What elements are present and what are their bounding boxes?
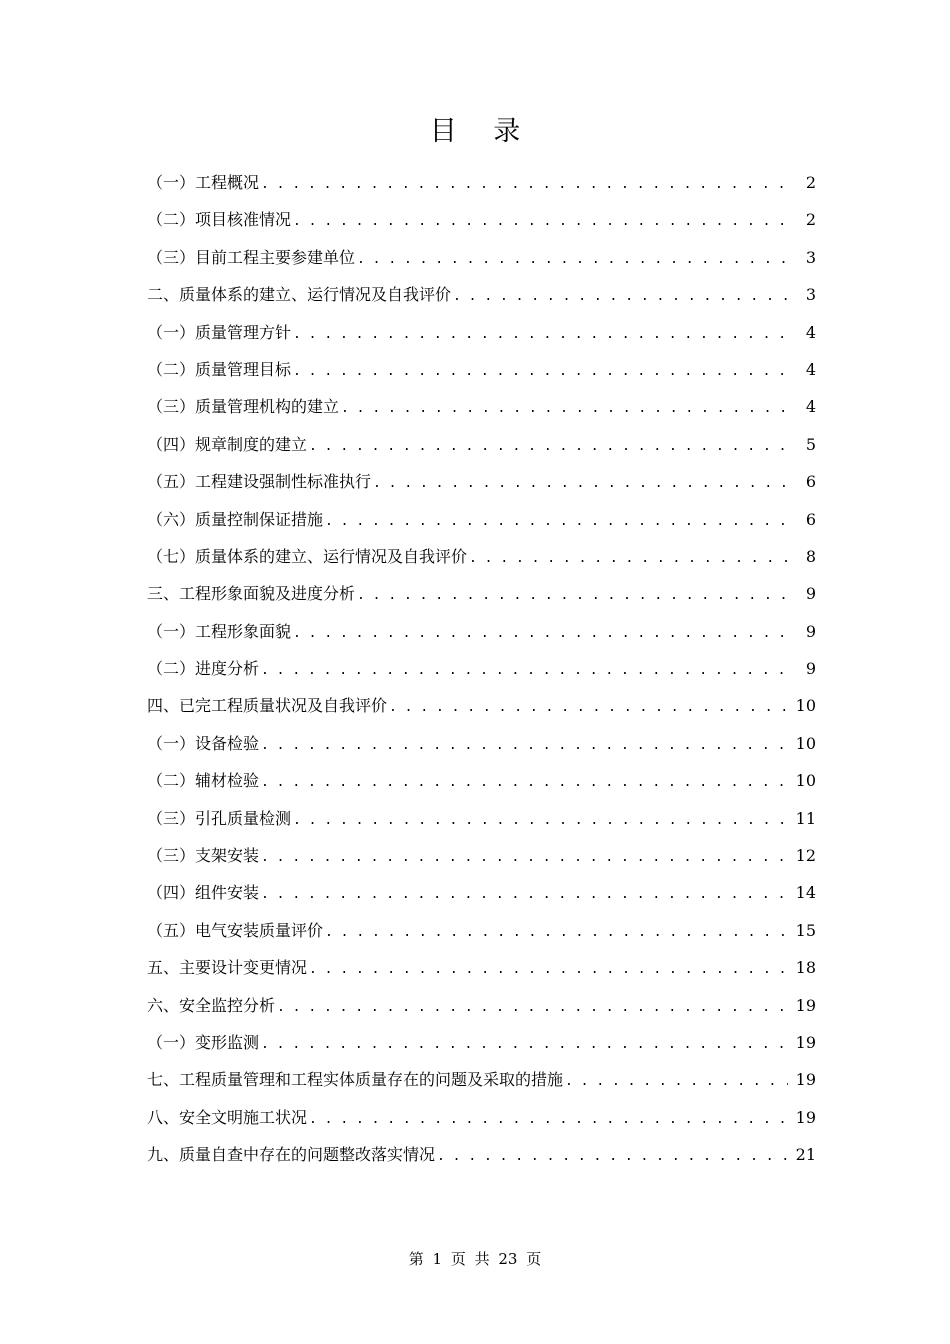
toc-entry-text: （三）支架安装 [147,846,260,866]
toc-entry[interactable] [147,949,816,986]
toc-entry-page: 19 [795,995,816,1015]
toc-entry-text: （一）工程概况 [147,173,260,192]
toc-leader-dots [453,278,788,315]
toc-entry-text: 四、已完工程质量状况及自我评价 [147,696,388,716]
toc-leader-dots [293,203,788,240]
toc-entry-text: （三）引孔质量检测 [147,808,292,828]
toc-entry[interactable] [147,762,816,799]
toc-entry[interactable] [147,239,816,276]
toc-entry[interactable] [147,613,816,650]
toc-entry[interactable] [147,725,816,762]
toc-leader-dots [389,689,788,726]
toc-leader-dots [309,951,788,988]
toc-entry-text: （一）工程形象面貌 [147,621,292,641]
toc-leader-dots [325,503,788,540]
toc-entry-page: 9 [805,659,816,679]
toc-entry-text: 七、工程质量管理和工程实体质量存在的问题及采取的措施 [147,1070,564,1090]
toc-leader-dots [277,989,788,1026]
toc-entry-page: 6 [805,509,816,529]
toc-leader-dots [373,465,788,502]
toc-entry[interactable] [147,426,816,463]
toc-entry-text: 九、质量自查中存在的问题整改落实情况 [147,1145,436,1165]
toc-entry-text: （二）质量管理目标 [147,359,292,379]
toc-entry[interactable] [147,388,816,425]
toc-entry-text: （二）项目核准情况 [147,210,292,230]
toc-entry-page: 10 [795,771,816,791]
toc-entry-page: 8 [805,546,816,566]
toc-leader-dots [469,540,788,577]
page-title: 目 录 [429,116,535,147]
toc-leader-dots [261,839,788,876]
toc-entry[interactable] [147,687,816,724]
toc-entry[interactable] [147,837,816,874]
toc-entry-page: 21 [795,1145,816,1165]
toc-entry[interactable] [147,276,816,313]
toc-entry[interactable] [147,1136,816,1173]
toc-leader-dots [357,577,788,614]
toc-entry-page: 11 [795,808,816,828]
toc-entry-text: （三）质量管理机构的建立 [147,397,340,417]
toc-entry-page: 9 [805,621,816,641]
toc-entry[interactable] [147,463,816,500]
toc-entry-page: 4 [805,359,816,379]
toc-leader-dots [341,390,788,427]
toc-leader-dots [309,428,788,465]
toc-entry[interactable] [147,501,816,538]
toc-entry-text: （二）进度分析 [147,659,260,679]
toc-entry[interactable] [147,1024,816,1061]
toc-leader-dots [261,876,788,913]
toc-entry-page: 6 [805,472,816,492]
toc-entry-text: 三、工程形象面貌及进度分析 [147,584,356,604]
toc-entry[interactable] [147,1099,816,1136]
toc-entry-text: （六）质量控制保证措施 [147,509,324,529]
toc-entry[interactable] [147,800,816,837]
toc-entry-text: （五）电气安装质量评价 [147,920,324,940]
toc-entry-page: 2 [805,210,816,230]
toc-entry-text: （一）设备检验 [147,733,260,753]
toc-entry-text: 五、主要设计变更情况 [147,958,308,978]
toc-entry-page: 19 [795,1070,816,1090]
toc-entry-page: 10 [795,696,816,716]
toc-leader-dots [293,802,788,839]
toc-entry-page: 5 [805,434,816,454]
toc-entry-page: 19 [795,1032,816,1052]
toc-entry[interactable] [147,912,816,949]
toc-leader-dots [261,652,788,689]
toc-entry[interactable] [147,987,816,1024]
toc-leader-dots [565,1063,788,1100]
toc-entry[interactable] [147,164,816,201]
toc-entry-page: 9 [805,584,816,604]
toc-entry[interactable] [147,575,816,612]
toc-entry-text: （四）组件安装 [147,883,260,903]
toc-entry-text: 六、安全监控分析 [147,995,276,1015]
toc-entry[interactable] [147,650,816,687]
toc-entry-text: 二、质量体系的建立、运行情况及自我评价 [147,285,452,305]
toc-entry-page: 4 [805,322,816,342]
toc-leader-dots [325,914,788,951]
toc-leader-dots [293,353,788,390]
toc-entry-text: （二）辅材检验 [147,771,260,791]
toc-entry-page: 3 [805,247,816,267]
toc-leader-dots [437,1138,788,1175]
toc-entry[interactable] [147,351,816,388]
toc-entry-page: 10 [795,733,816,753]
toc-leader-dots [309,1101,788,1138]
toc-entry-text: （一）变形监测 [147,1032,260,1052]
toc-entry-text: （三）目前工程主要参建单位 [147,247,356,267]
toc-entry-page: 12 [795,846,816,866]
page-footer: 第 1 页 共 23 页 [408,1250,542,1268]
toc-entry[interactable] [147,314,816,351]
toc-entry-page: 14 [795,883,816,903]
toc-entry[interactable] [147,1061,816,1098]
toc-leader-dots [293,316,788,353]
toc-entry-page: 4 [805,397,816,417]
toc-leader-dots [261,1026,788,1063]
toc-leader-dots [261,764,788,801]
toc-leader-dots [293,615,788,652]
table-of-contents [147,164,816,1174]
toc-entry-page: 2 [805,173,816,192]
toc-entry-page: 15 [795,920,816,940]
toc-entry-text: （五）工程建设强制性标准执行 [147,472,372,492]
toc-entry-text: 八、安全文明施工状况 [147,1107,308,1127]
toc-entry-page: 3 [805,285,816,305]
toc-entry-page: 18 [795,958,816,978]
toc-entry-text: （一）质量管理方针 [147,322,292,342]
toc-leader-dots [261,727,788,764]
toc-entry[interactable] [147,874,816,911]
toc-entry-page: 19 [795,1107,816,1127]
toc-entry[interactable] [147,201,816,238]
toc-entry-text: （七）质量体系的建立、运行情况及自我评价 [147,546,468,566]
toc-leader-dots [261,166,788,203]
toc-leader-dots [357,241,788,278]
toc-entry[interactable] [147,538,816,575]
toc-entry-text: （四）规章制度的建立 [147,434,308,454]
